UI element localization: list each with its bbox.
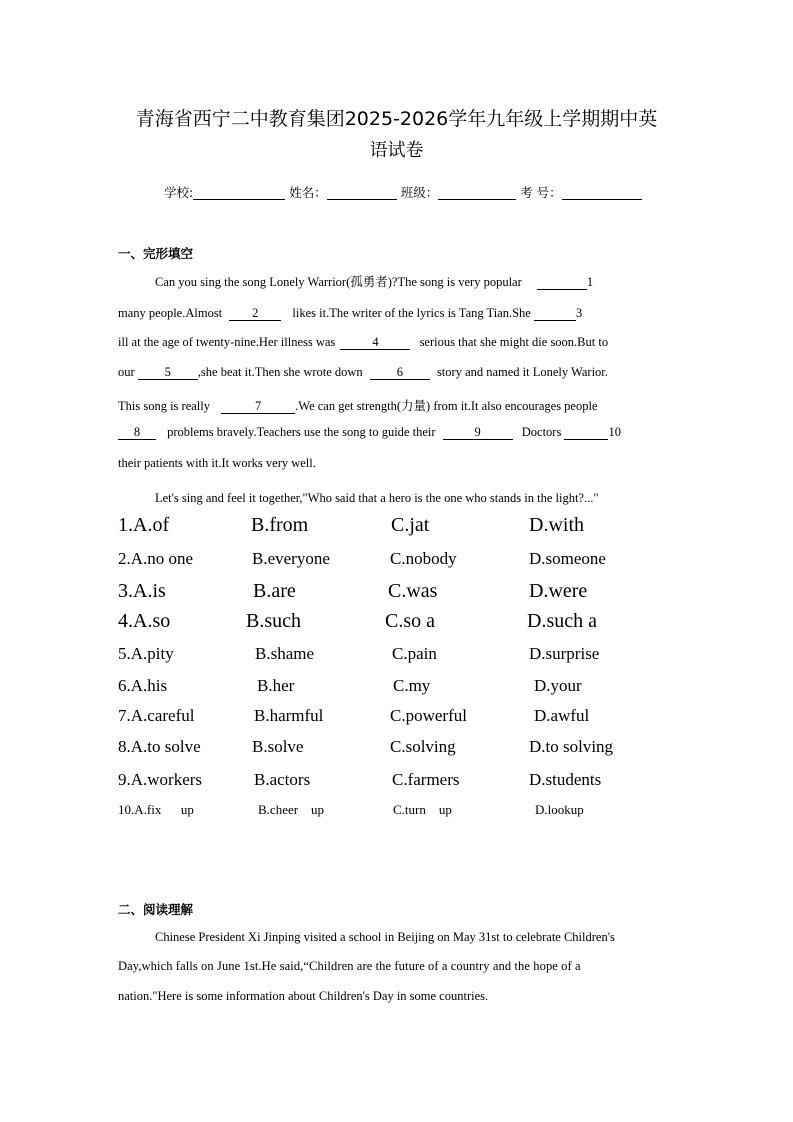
option-4-a[interactable]: 4.A.so <box>118 610 171 632</box>
blank-4[interactable]: 4 <box>340 336 410 350</box>
option-1-a[interactable]: 1.A.of <box>118 514 170 536</box>
blank-2[interactable]: 2 <box>229 307 281 321</box>
blank-7[interactable]: 7 <box>221 400 295 414</box>
option-9-c[interactable]: C.farmers <box>392 770 460 789</box>
option-5-a[interactable]: 5.A.pity <box>118 644 174 663</box>
option-3-c[interactable]: C.was <box>388 580 438 602</box>
school-blank[interactable] <box>193 186 285 200</box>
option-7-b[interactable]: B.harmful <box>254 706 324 725</box>
option-3-b[interactable]: B.are <box>253 580 296 602</box>
passage-line-4: our 5 ,she beat it.Then she wrote down 6 story and named it Lonely Warior. <box>118 365 608 379</box>
blank-5[interactable]: 5 <box>138 366 198 380</box>
option-9-d[interactable]: D.students <box>529 770 602 789</box>
section1-heading: 一、完形填空 <box>118 246 194 261</box>
option-8-a[interactable]: 8.A.to solve <box>118 737 201 756</box>
section2-heading: 二、阅读理解 <box>118 902 194 917</box>
blank-8[interactable]: 8 <box>118 426 156 440</box>
option-7-d[interactable]: D.awful <box>534 706 590 725</box>
option-7-c[interactable]: C.powerful <box>390 706 467 725</box>
passage-line-2: many people.Almost 2 likes it.The writer of the lyrics is Tang Tian.She 3 <box>118 306 583 320</box>
option-2-d[interactable]: D.someone <box>529 549 606 568</box>
option-4-b[interactable]: B.such <box>246 610 301 632</box>
school-label: 学校: <box>164 185 194 200</box>
reading-line-3: nation."Here is some information about Children's Day in some countries. <box>118 989 489 1003</box>
id-label: 考 号： <box>520 185 562 200</box>
blank-3[interactable] <box>534 307 576 321</box>
id-blank[interactable] <box>562 186 642 200</box>
option-2-a[interactable]: 2.A.no one <box>118 549 194 568</box>
option-6-d[interactable]: D.your <box>534 676 582 695</box>
option-8-b[interactable]: B.solve <box>252 737 304 756</box>
option-8-d[interactable]: D.to solving <box>529 737 614 756</box>
option-5-d[interactable]: D.surprise <box>529 644 600 663</box>
option-10-a[interactable]: 10.A.fix up <box>118 802 194 817</box>
option-5-b[interactable]: B.shame <box>255 644 315 663</box>
passage-closing: Let's sing and feel it together,"Who said that a hero is the one who stands in the light?..." <box>155 491 599 505</box>
blank-9[interactable]: 9 <box>443 426 513 440</box>
option-7-a[interactable]: 7.A.careful <box>118 706 195 725</box>
option-3-d[interactable]: D.were <box>529 580 588 602</box>
option-5-c[interactable]: C.pain <box>392 644 437 663</box>
class-blank[interactable] <box>438 186 516 200</box>
option-6-c[interactable]: C.my <box>393 676 431 695</box>
name-blank[interactable] <box>327 186 397 200</box>
passage-line-7: their patients with it.It works very well. <box>118 456 316 470</box>
exam-title-line2: 语试卷 <box>369 140 424 161</box>
blank-1[interactable] <box>537 276 587 290</box>
exam-title-line1: 青海省西宁二中教育集团2025-2026学年九年级上学期期中英 <box>135 108 658 130</box>
option-9-b[interactable]: B.actors <box>254 770 311 789</box>
option-1-b[interactable]: B.from <box>251 514 309 536</box>
option-8-c[interactable]: C.solving <box>390 737 456 756</box>
option-10-c[interactable]: C.turn up <box>393 802 452 817</box>
option-10-b[interactable]: B.cheer up <box>258 802 325 817</box>
reading-line-1: Chinese President Xi Jinping visited a school in Beijing on May 31st to celebrate Children's <box>155 930 615 944</box>
passage-line-3: ill at the age of twenty-nine.Her illness was 4 serious that she might die soon.But to <box>118 335 609 349</box>
option-6-a[interactable]: 6.A.his <box>118 676 168 695</box>
passage-line-5: This song is really 7 .We can get strength(力量) from it.It also encourages people <box>118 399 598 413</box>
passage-line-1: Can you sing the song Lonely Warrior(孤勇者)?The song is very popular 1 <box>155 275 594 289</box>
option-1-d[interactable]: D.with <box>529 514 584 536</box>
option-4-d[interactable]: D.such a <box>527 610 597 632</box>
info-row <box>164 183 642 201</box>
blank-6[interactable]: 6 <box>370 366 430 380</box>
passage-line-6: 8 problems bravely.Teachers use the song to guide their 9 Doctors 10 <box>118 425 621 440</box>
class-label: 班级： <box>400 185 439 200</box>
option-4-c[interactable]: C.so a <box>385 610 435 632</box>
option-3-a[interactable]: 3.A.is <box>118 580 166 602</box>
option-2-c[interactable]: C.nobody <box>390 549 457 568</box>
option-10-d[interactable]: D.lookup <box>535 802 584 817</box>
option-2-b[interactable]: B.everyone <box>252 549 330 568</box>
blank-10[interactable] <box>564 426 608 440</box>
option-9-a[interactable]: 9.A.workers <box>118 770 203 789</box>
option-1-c[interactable]: C.jat <box>391 514 430 536</box>
reading-line-2: Day,which falls on June 1st.He said,“Children are the future of a country and the hope of a <box>118 959 581 973</box>
option-6-b[interactable]: B.her <box>257 676 295 695</box>
name-label: 姓名： <box>289 185 327 200</box>
